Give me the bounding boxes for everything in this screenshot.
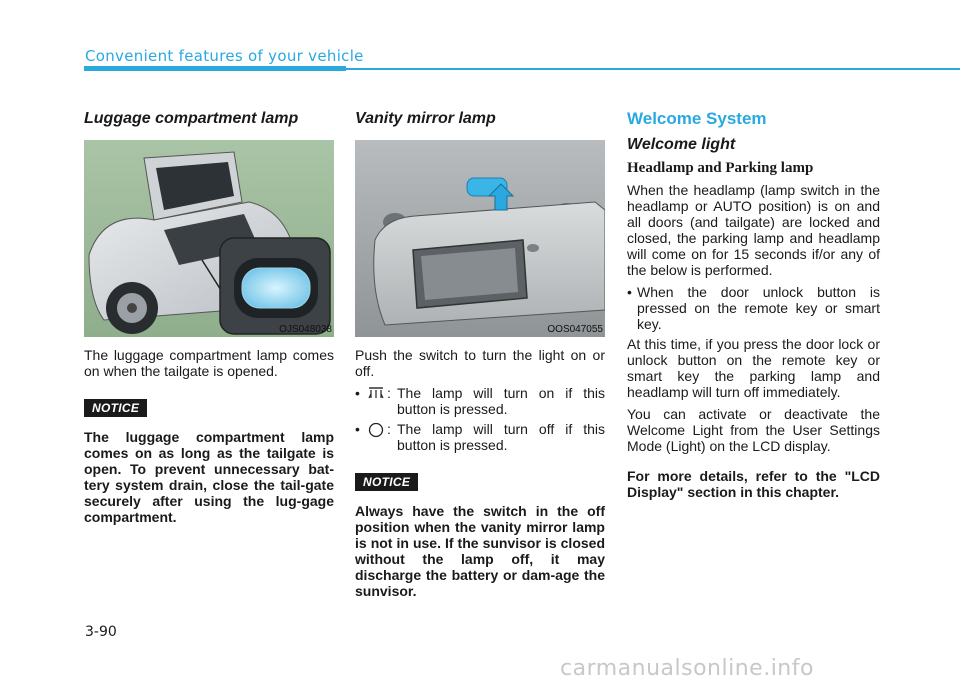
lamp-off-icon xyxy=(365,421,387,453)
lamp-on-icon xyxy=(365,385,387,417)
section-header-title: Convenient features of your vehicle xyxy=(85,47,364,65)
bullet-text: The lamp will turn on if this button is pressed. xyxy=(397,385,605,417)
header-rule-thick xyxy=(84,66,346,71)
luggage-lamp-column xyxy=(84,108,334,525)
welcome-system-column xyxy=(627,108,880,500)
luggage-notice-text: The luggage compartment lamp comes on as long as the tailgate is open. To prevent unnecessary bat-tery system drain, close the tail-gate securely after using the lug-gage compartment. xyxy=(84,429,334,525)
welcome-light-subtitle: Welcome light xyxy=(627,136,736,153)
bullet-text: When the door unlock button is pressed on the remote key or smart key. xyxy=(637,284,880,332)
luggage-lamp-figure xyxy=(84,140,334,337)
list-item: • When the door unlock button is pressed on the remote key or smart key. xyxy=(627,284,880,332)
list-item: • : The lamp will turn on if this button is pressed. xyxy=(355,385,605,417)
vanity-mirror-figure xyxy=(355,140,605,337)
vanity-notice-badge: NOTICE xyxy=(355,473,418,491)
vanity-mirror-description: Push the switch to turn the light on or off. xyxy=(355,347,605,379)
welcome-reference: For more details, refer to the "LCD Display" section in this chapter. xyxy=(627,468,880,500)
luggage-figure-code: OJS048038 xyxy=(279,324,332,335)
bullet-text: The lamp will turn off if this button is pressed. xyxy=(397,421,605,453)
watermark-text: carmanualsonline.info xyxy=(560,656,814,681)
page-number: 3-90 xyxy=(85,624,117,640)
luggage-lamp-title: Luggage compartment lamp xyxy=(84,110,299,127)
welcome-lock-note: At this time, if you press the door lock or unlock button on the remote key or smart key the parking lamp and headlamp will turn off immediately. xyxy=(627,336,880,400)
vanity-mirror-column xyxy=(355,108,605,599)
car-tailgate-illustration xyxy=(84,140,334,337)
vanity-figure-code: OOS047055 xyxy=(547,324,603,335)
headlamp-parking-heading: Headlamp and Parking lamp xyxy=(627,160,814,176)
vanity-notice-text: Always have the switch in the off position when the vanity mirror lamp is not in use. If the sunvisor is closed without the lamp off, it may discharge the battery or dam-age the sunvisor. xyxy=(355,503,605,599)
header-rule-thin xyxy=(346,68,960,70)
list-item: • : The lamp will turn off if this button is pressed. xyxy=(355,421,605,453)
sunvisor-illustration xyxy=(355,140,605,337)
luggage-notice-badge: NOTICE xyxy=(84,399,147,417)
vanity-mirror-title: Vanity mirror lamp xyxy=(355,110,496,127)
welcome-settings-note: You can activate or deactivate the Welcome Light from the User Settings Mode (Light) on the LCD display. xyxy=(627,406,880,454)
luggage-lamp-description: The luggage compartment lamp comes on when the tailgate is opened. xyxy=(84,347,334,379)
welcome-description: When the headlamp (lamp switch in the headlamp or AUTO position) is on and all doors (and tailgate) are locked and closed, the parking lamp and headlamp will come on for 15 seconds if/or any of the below is performed. xyxy=(627,182,880,278)
welcome-system-title: Welcome System xyxy=(627,109,767,128)
